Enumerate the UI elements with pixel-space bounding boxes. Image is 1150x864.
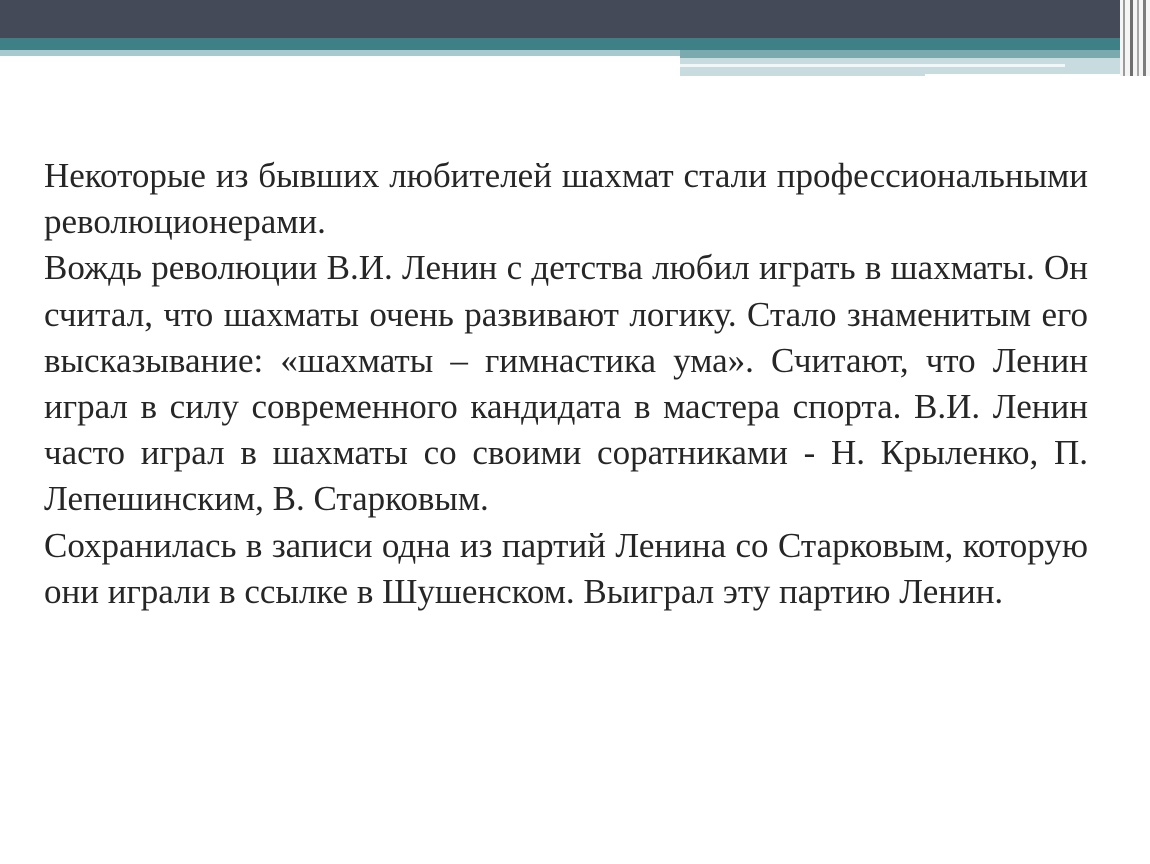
corner-stripes-decoration (1120, 0, 1150, 76)
header-light-band-left (0, 50, 680, 56)
stripe (1130, 0, 1133, 76)
stripe (1123, 0, 1125, 76)
stripe (1137, 0, 1139, 76)
slide-body-text (44, 153, 1088, 615)
paragraph-1: Некоторые из бывших любителей шахмат стали профессиональными революционерами. (44, 156, 1088, 242)
header-dark-band (0, 0, 1120, 38)
header-line-1 (680, 64, 1065, 67)
paragraph-2: Вождь революции В.И. Ленин с детства любил играть в шахматы. Он считал, что шахматы очень развивают логику. Стало знаменитым его высказывание: «шахматы – гимнастика ума». Считают, что Ленин играл в силу современного кандидата в мастера спорта. В.И. Ленин часто играл в шахматы со своими соратниками - Н. Крыленко, П. Лепешинским, В. Старковым. (44, 248, 1088, 519)
header-teal-band (0, 38, 1120, 50)
header-mid-band-right (680, 50, 1120, 58)
header-line-2 (925, 74, 1120, 76)
stripe (1143, 0, 1146, 76)
paragraph-3: Сохранилась в записи одна из партий Ленина со Старковым, которую они играли в ссылке в Шушенском. Выиграл эту партию Ленин. (44, 525, 1088, 611)
